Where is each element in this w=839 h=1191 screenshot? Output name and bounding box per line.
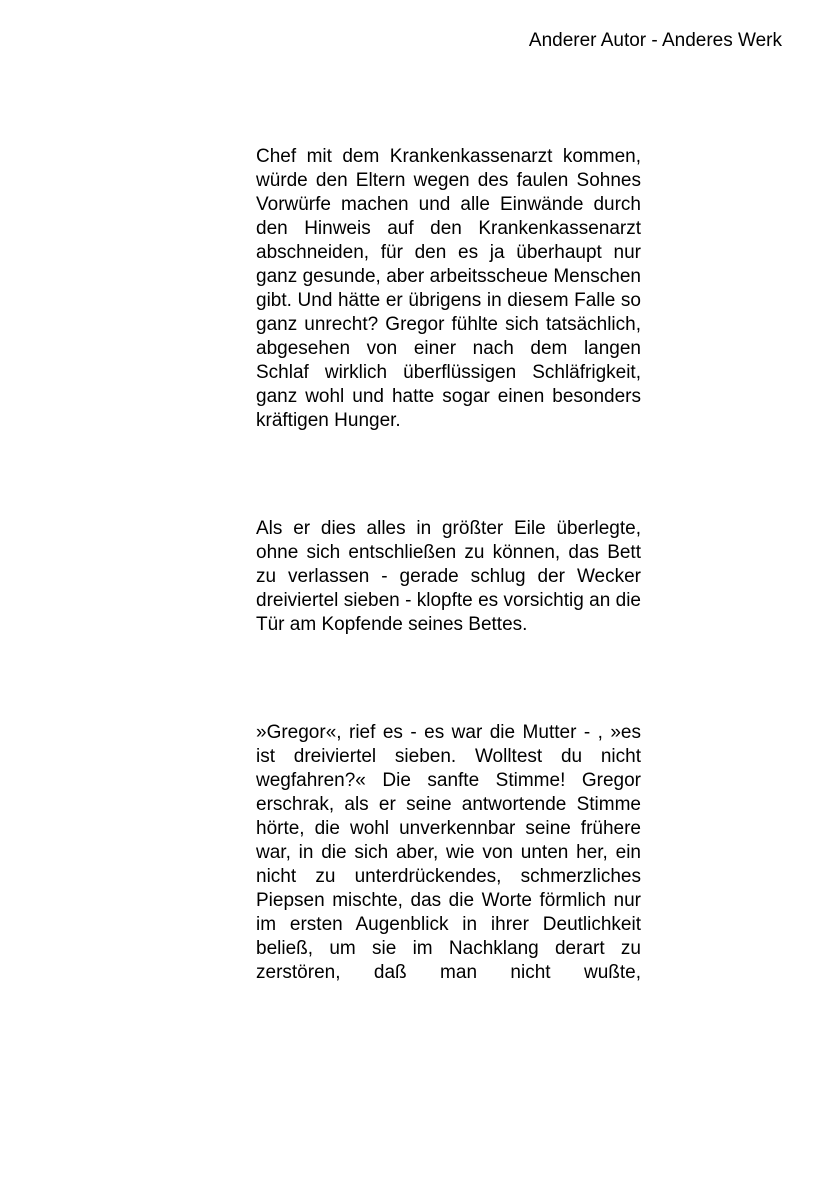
running-header: Anderer Autor - Anderes Werk — [528, 30, 782, 51]
paragraph-3: »Gregor«, rief es - es war die Mutter - , »es ist dreiviertel sieben. Wolltest du nicht wegfahren?« Die sanfte Stimme! Gregor erschrak, als er seine antwortende Stimme hörte, die wohl unverkennbar seine frühere war, in die sich aber, wie von unten her, ein nicht zu unterdrückendes, schmerzliches Piepsen mischte, das die Worte förmlich nur im ersten Augenblick in ihrer Deutlichkeit beließ, um sie im Nachklang derart zu zerstören, daß man nicht wußte, — [256, 722, 641, 983]
paragraph-1: Chef mit dem Krankenkassenarzt kommen, würde den Eltern wegen des faulen Sohnes Vorwürfe machen und alle Einwände durch den Hinweis auf den Krankenkassenarzt abschneiden, für den es ja überhaupt nur ganz gesunde, aber arbeitsscheue Menschen gibt. Und hätte er übrigens in diesem Falle so ganz unrecht? Gregor fühlte sich tatsächlich, abgesehen von einer nach dem langen Schlaf wirklich überflüssigen Schläfrigkeit, ganz wohl und hatte sogar einen besonders kräftigen Hunger. — [256, 146, 641, 431]
paragraph-2: Als er dies alles in größter Eile überlegte, ohne sich entschließen zu können, das Bett zu verlassen - gerade schlug der Wecker dreiviertel sieben - klopfte es vorsichtig an die Tür am Kopfende seines Bettes. — [256, 518, 641, 635]
